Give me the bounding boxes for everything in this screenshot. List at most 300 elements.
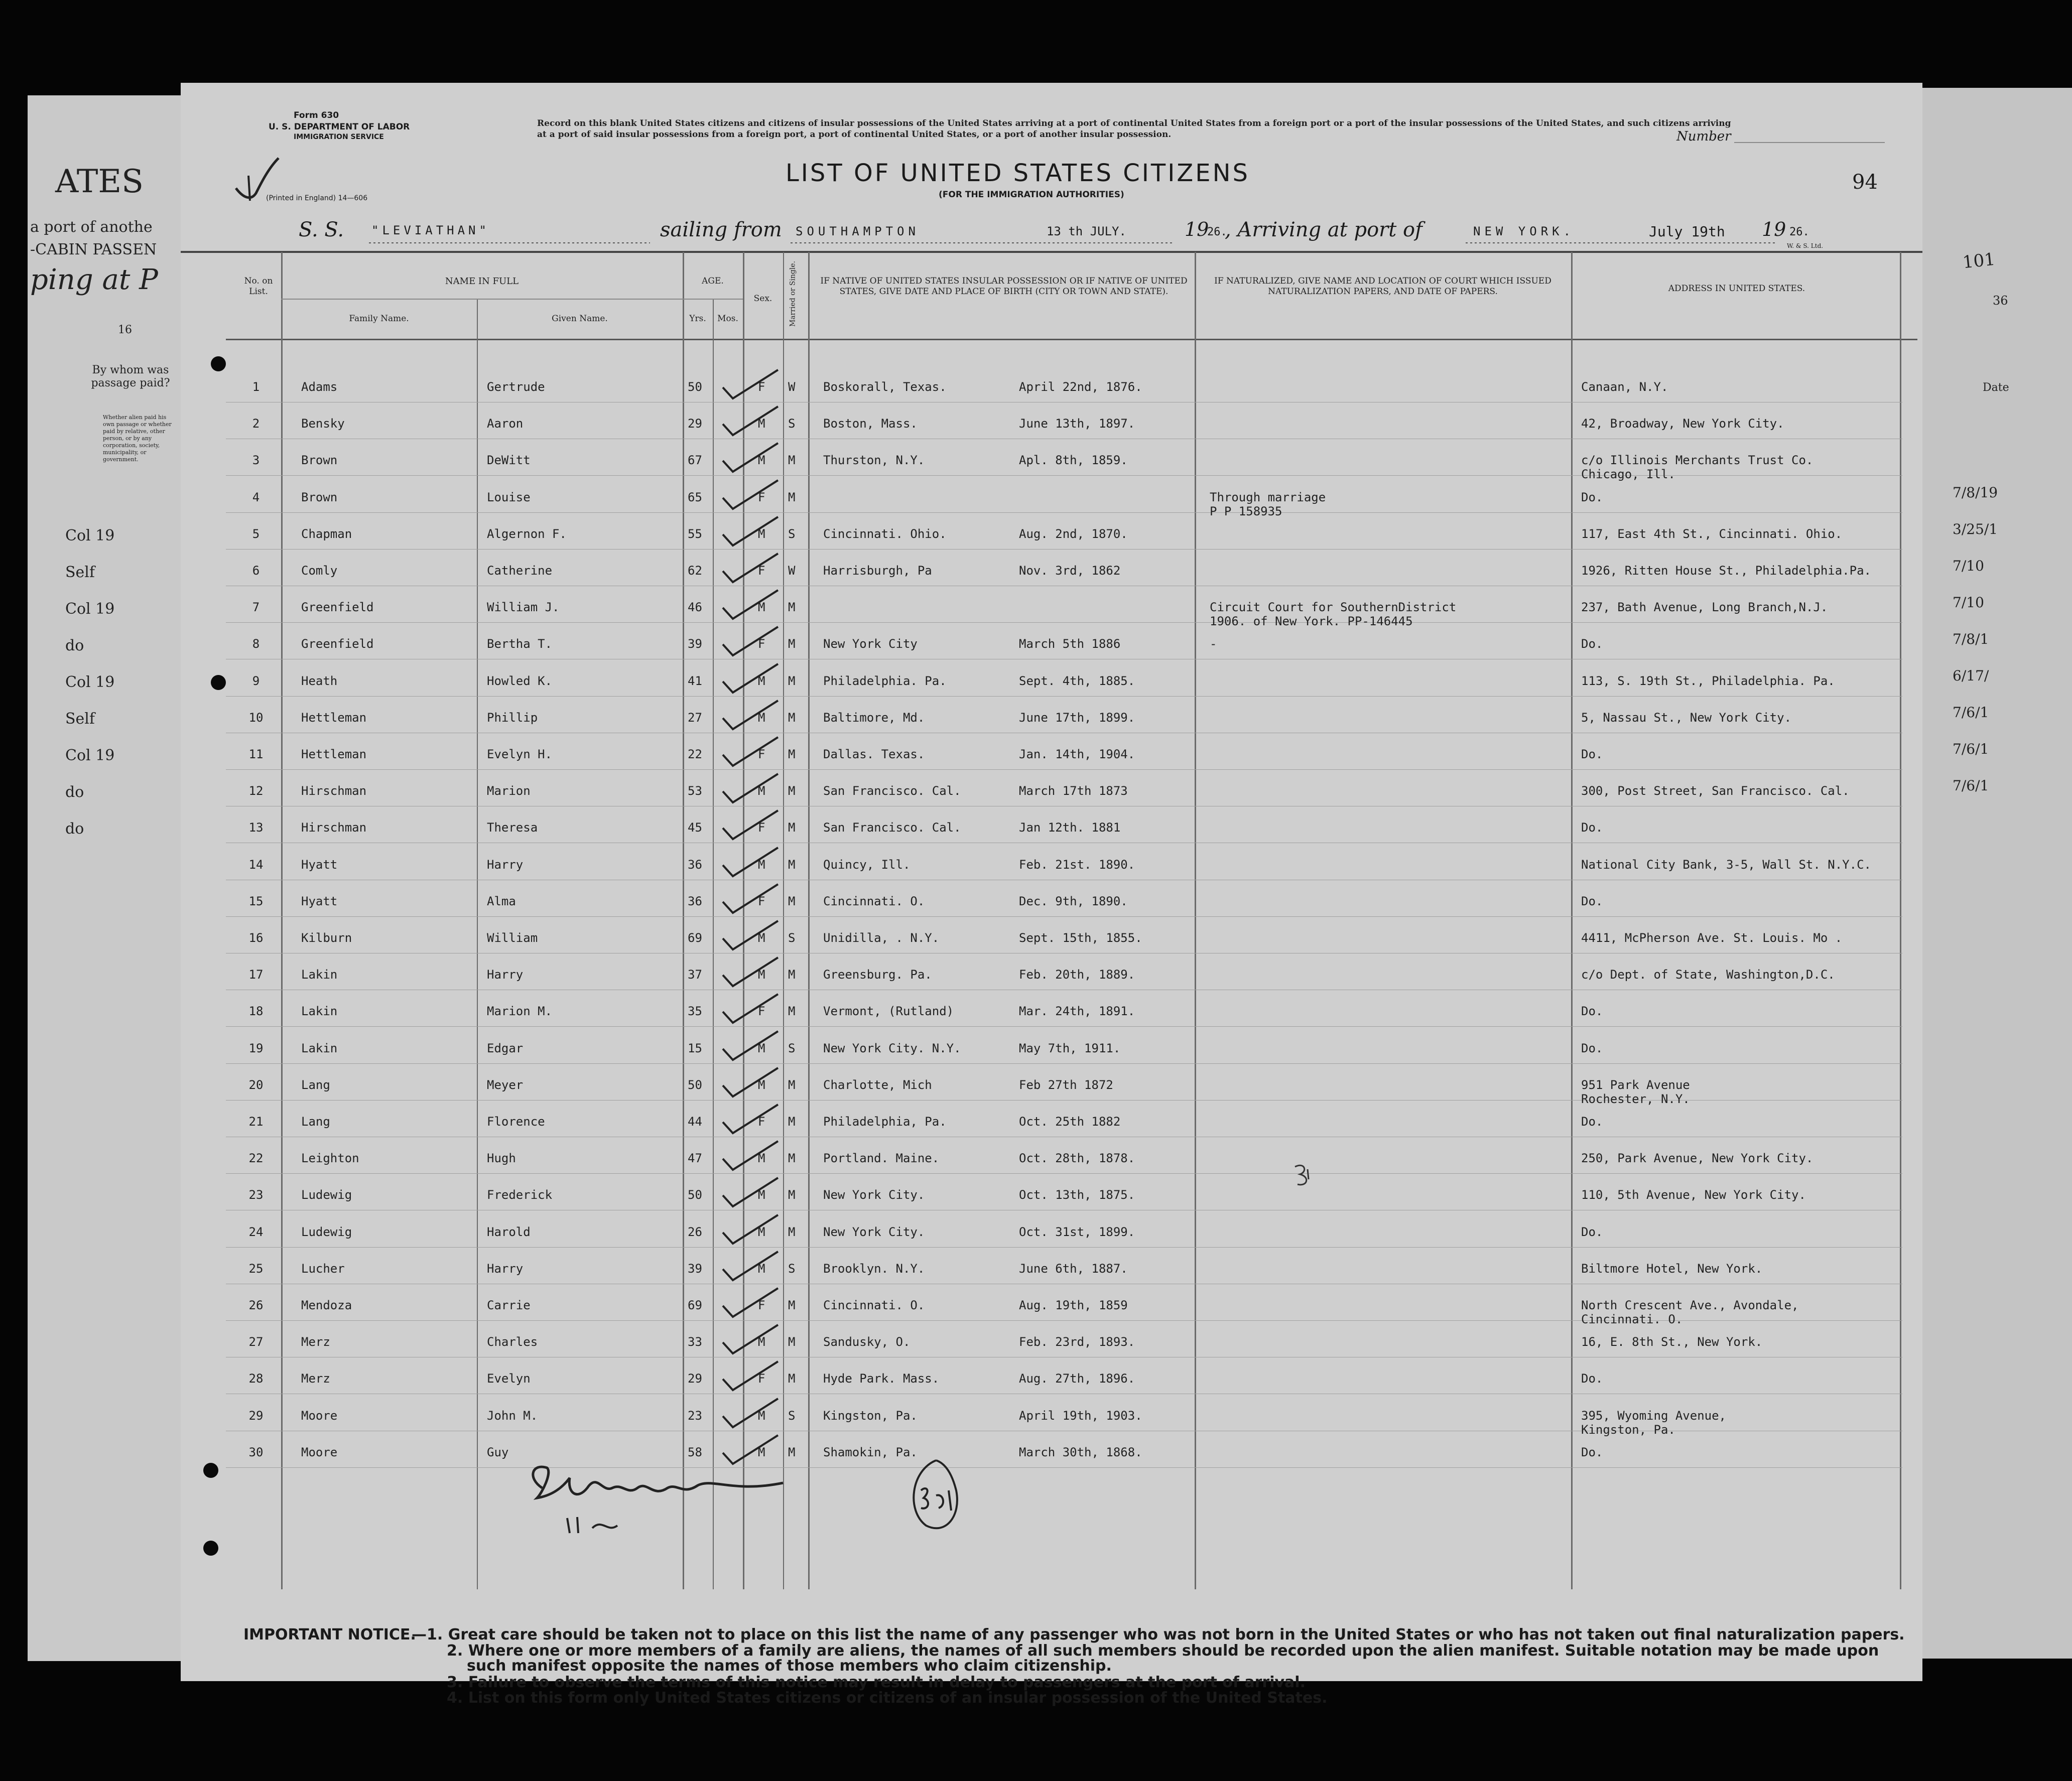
row-given: Phillip xyxy=(487,711,538,725)
row-addr2: Chicago, Ill. xyxy=(1581,467,1675,481)
row-rule xyxy=(226,1173,1902,1174)
row-sex: M xyxy=(758,858,765,872)
fill-rule xyxy=(791,242,1175,243)
row-ms: M xyxy=(788,894,796,908)
row-ms: M xyxy=(788,784,796,798)
right-adjacent-page xyxy=(1922,88,2072,1659)
row-addr: c/o Dept. of State, Washington,D.C. xyxy=(1581,968,1835,982)
row-given: William xyxy=(487,931,538,945)
row-no: 20 xyxy=(248,1078,264,1092)
column-divider xyxy=(1571,252,1573,1589)
right-page-date: 3/25/1 xyxy=(1953,521,1998,537)
row-check-mark xyxy=(718,1065,783,1101)
row-ms: M xyxy=(788,637,796,651)
row-ms: M xyxy=(788,711,796,725)
row-ms: M xyxy=(788,1078,796,1092)
handwritten-mark xyxy=(1287,1159,1318,1194)
row-age: 36 xyxy=(688,858,702,872)
right-page-date: 6/17/ xyxy=(1953,667,1989,684)
row-date: Feb. 20th, 1889. xyxy=(1019,968,1135,982)
row-family: Lucher xyxy=(301,1262,345,1276)
row-ms: M xyxy=(788,968,796,982)
right-page-date: 7/6/1 xyxy=(1953,704,1989,721)
row-no: 23 xyxy=(248,1188,264,1202)
row-age: 65 xyxy=(688,490,702,504)
row-check-mark xyxy=(718,1396,783,1431)
row-age: 69 xyxy=(688,1298,702,1312)
row-given: Evelyn xyxy=(487,1372,531,1386)
row-ms: M xyxy=(788,490,796,504)
row-place: Portland. Maine. xyxy=(823,1151,940,1165)
row-given: Frederick xyxy=(487,1188,553,1202)
row-check-mark xyxy=(718,1139,783,1174)
row-place: Greensburg. Pa. xyxy=(823,968,932,982)
number-label: Number xyxy=(1676,129,1731,144)
row-age: 55 xyxy=(688,527,702,541)
row-addr: Do. xyxy=(1581,820,1603,835)
row-age: 41 xyxy=(688,674,702,688)
row-check-mark xyxy=(718,1286,783,1321)
row-family: Ludewig xyxy=(301,1188,352,1202)
row-rule xyxy=(226,549,1902,550)
department: U. S. DEPARTMENT OF LABOR xyxy=(269,122,410,132)
right-page-date: 7/10 xyxy=(1953,594,1984,611)
row-given: Algernon F. xyxy=(487,527,567,541)
row-check-mark xyxy=(718,441,783,476)
row-addr: Do. xyxy=(1581,1225,1603,1239)
row-given: Hugh xyxy=(487,1151,516,1165)
left-page-entry: Col 19 xyxy=(65,600,115,618)
row-check-mark xyxy=(718,478,783,513)
row-given: Harry xyxy=(487,968,524,982)
col-header-years: Yrs. xyxy=(689,314,706,324)
left-page-entry: Col 19 xyxy=(65,747,115,764)
row-no: 12 xyxy=(248,784,264,798)
row-sex: M xyxy=(758,711,765,725)
row-check-mark xyxy=(718,882,783,917)
row-family: Greenfield xyxy=(301,600,374,614)
row-age: 15 xyxy=(688,1041,702,1055)
row-sex: M xyxy=(758,1225,765,1239)
row-rule xyxy=(226,916,1902,917)
row-family: Chapman xyxy=(301,527,352,541)
row-place: New York City. xyxy=(823,1188,925,1202)
row-rule xyxy=(226,696,1902,697)
row-sex: F xyxy=(758,894,765,908)
row-date: June 17th, 1899. xyxy=(1019,711,1135,725)
row-given: Edgar xyxy=(487,1041,524,1055)
row-no: 30 xyxy=(248,1445,264,1459)
row-no: 11 xyxy=(248,747,264,761)
arriving-label: , Arriving at port of xyxy=(1225,218,1422,241)
col-header-months: Mos. xyxy=(717,314,738,324)
instruction-text: Record on this blank United States citizens and citizens of insular possessions of the United States arriving at a port of continental United States from a foreign port or a port of the insular possessions of the United States, and such citizens arriving at a port of said insular possessions from a foreign port, a port of continental United States, or a port of another insular possession. xyxy=(537,118,1731,140)
row-age: 35 xyxy=(688,1004,702,1018)
row-given: Marion xyxy=(487,784,531,798)
row-place: Kingston, Pa. xyxy=(823,1409,918,1423)
row-addr2: Rochester, N.Y. xyxy=(1581,1092,1690,1106)
row-addr: Do. xyxy=(1581,1372,1603,1386)
row-addr: Do. xyxy=(1581,490,1603,504)
row-no: 25 xyxy=(248,1262,264,1276)
row-sex: M xyxy=(758,417,765,431)
row-family: Merz xyxy=(301,1372,330,1386)
row-given: Howled K. xyxy=(487,674,553,688)
column-divider xyxy=(783,252,784,1589)
row-age: 39 xyxy=(688,637,702,651)
row-date: Feb. 21st. 1890. xyxy=(1019,858,1135,872)
row-sex: M xyxy=(758,1188,765,1202)
row-given: Louise xyxy=(487,490,531,504)
right-page-column-number: 36 xyxy=(1993,294,2008,308)
row-given: Aaron xyxy=(487,417,524,431)
row-sex: M xyxy=(758,453,765,467)
col-header-sex: Sex. xyxy=(753,294,772,304)
row-no: 26 xyxy=(248,1298,264,1312)
row-no: 5 xyxy=(252,527,260,541)
row-family: Greenfield xyxy=(301,637,374,651)
row-family: Hirschman xyxy=(301,820,367,835)
row-addr: 5, Nassau St., New York City. xyxy=(1581,711,1792,725)
left-page-entry: Col 19 xyxy=(65,527,115,544)
left-page-entry: do xyxy=(65,820,84,838)
row-place: Boskorall, Texas. xyxy=(823,380,947,394)
row-given: Florence xyxy=(487,1115,545,1129)
row-check-mark xyxy=(718,771,783,806)
row-age: 37 xyxy=(688,968,702,982)
row-ms: M xyxy=(788,1298,796,1312)
row-given: John M. xyxy=(487,1409,538,1423)
subheader-rule xyxy=(281,299,743,300)
row-date: Feb. 23rd, 1893. xyxy=(1019,1335,1135,1349)
row-place: Quincy, Ill. xyxy=(823,858,911,872)
row-addr: 4411, McPherson Ave. St. Louis. Mo . xyxy=(1581,931,1843,945)
row-given: Marion M. xyxy=(487,1004,553,1018)
page-number: 94 xyxy=(1852,171,1878,194)
row-no: 3 xyxy=(252,453,260,467)
ship-name: "LEVIATHAN" xyxy=(371,223,490,237)
left-page-entry: do xyxy=(65,783,84,801)
col-header-name: NAME IN FULL xyxy=(445,276,519,287)
row-date: Sept. 15th, 1855. xyxy=(1019,931,1142,945)
row-place: Brooklyn. N.Y. xyxy=(823,1262,925,1276)
row-age: 46 xyxy=(688,600,702,614)
row-age: 23 xyxy=(688,1409,702,1423)
row-ms: M xyxy=(788,747,796,761)
row-age: 44 xyxy=(688,1115,702,1129)
row-sex: M xyxy=(758,600,765,614)
sailing-label: sailing from xyxy=(660,218,782,241)
row-ms: W xyxy=(788,564,796,578)
row-addr: Do. xyxy=(1581,894,1603,908)
row-nat: Circuit Court for SouthernDistrict xyxy=(1210,600,1457,614)
row-date: Oct. 13th, 1875. xyxy=(1019,1188,1135,1202)
table-top-border xyxy=(181,251,1922,253)
row-check-mark xyxy=(718,955,783,990)
row-no: 9 xyxy=(252,674,260,688)
row-sex: M xyxy=(758,674,765,688)
row-sex: M xyxy=(758,1078,765,1092)
right-page-date: 7/8/19 xyxy=(1953,484,1998,501)
row-check-mark xyxy=(718,808,783,843)
left-page-line: a port of anothe xyxy=(30,218,153,236)
row-ms: M xyxy=(788,858,796,872)
col-header-age: AGE. xyxy=(702,276,724,286)
row-rule xyxy=(226,1026,1902,1027)
row-addr2: Cincinnati. O. xyxy=(1581,1312,1683,1326)
row-no: 15 xyxy=(248,894,264,908)
row-sex: M xyxy=(758,1409,765,1423)
row-place: San Francisco. Cal. xyxy=(823,820,961,835)
row-sex: F xyxy=(758,1372,765,1386)
row-given: Carrie xyxy=(487,1298,531,1312)
row-check-mark xyxy=(718,918,783,953)
row-place: New York City. N.Y. xyxy=(823,1041,961,1055)
row-no: 27 xyxy=(248,1335,264,1349)
row-check-mark xyxy=(718,514,783,550)
row-addr: Do. xyxy=(1581,1004,1603,1018)
row-addr: Do. xyxy=(1581,637,1603,651)
row-given: Charles xyxy=(487,1335,538,1349)
port-from: SOUTHAMPTON xyxy=(796,224,920,238)
inspector-check-mark xyxy=(231,153,286,203)
row-sex: F xyxy=(758,747,765,761)
row-date: Aug. 27th, 1896. xyxy=(1019,1372,1135,1386)
row-place: Dallas. Texas. xyxy=(823,747,925,761)
row-age: 33 xyxy=(688,1335,702,1349)
row-check-mark xyxy=(718,404,783,439)
row-place: Charlotte, Mich xyxy=(823,1078,932,1092)
notice-item: 4. List on this form only United States citizens or citizens of an insular possession of the United States. xyxy=(447,1689,1328,1707)
year-prefix: 19 xyxy=(1185,218,1209,240)
row-sex: F xyxy=(758,564,765,578)
row-age: 29 xyxy=(688,1372,702,1386)
fill-rule xyxy=(369,242,650,243)
row-age: 36 xyxy=(688,894,702,908)
row-rule xyxy=(226,512,1902,513)
service: IMMIGRATION SERVICE xyxy=(294,133,384,141)
arrival-year-prefix: 19 xyxy=(1762,218,1786,240)
row-date: Nov. 3rd, 1862 xyxy=(1019,564,1121,578)
row-ms: S xyxy=(788,931,796,945)
row-family: Brown xyxy=(301,490,338,504)
row-family: Leighton xyxy=(301,1151,359,1165)
number-rule xyxy=(1734,142,1885,143)
row-ms: M xyxy=(788,820,796,835)
row-family: Bensky xyxy=(301,417,345,431)
row-rule xyxy=(226,1063,1902,1064)
row-ms: S xyxy=(788,527,796,541)
left-page-entry: Col 19 xyxy=(65,673,115,691)
column-divider xyxy=(477,299,478,1589)
row-ms: M xyxy=(788,1151,796,1165)
punch-hole xyxy=(211,356,226,371)
row-sex: M xyxy=(758,1335,765,1349)
row-given: Harold xyxy=(487,1225,531,1239)
row-check-mark xyxy=(718,735,783,770)
row-age: 62 xyxy=(688,564,702,578)
row-given: Evelyn H. xyxy=(487,747,553,761)
row-given: Meyer xyxy=(487,1078,524,1092)
right-page-date: 7/6/1 xyxy=(1953,777,1989,794)
inspector-signature xyxy=(522,1458,803,1548)
arrival-year-suffix: 26. xyxy=(1789,226,1809,238)
row-date: April 22nd, 1876. xyxy=(1019,380,1142,394)
row-ms: M xyxy=(788,674,796,688)
row-check-mark xyxy=(718,1175,783,1210)
row-family: Lakin xyxy=(301,1004,338,1018)
row-check-mark xyxy=(718,992,783,1027)
row-check-mark xyxy=(718,588,783,623)
row-date: Jan. 14th, 1904. xyxy=(1019,747,1135,761)
row-family: Moore xyxy=(301,1445,338,1459)
row-ms: S xyxy=(788,1409,796,1423)
row-date: Oct. 25th 1882 xyxy=(1019,1115,1121,1129)
row-date: Aug. 19th, 1859 xyxy=(1019,1298,1128,1312)
col-header-naturalized: IF NATURALIZED, GIVE NAME AND LOCATION OF COURT WHICH ISSUED NATURALIZATION PAPERS, AND DATE OF PAPERS. xyxy=(1214,276,1551,297)
row-nat2: P P 158935 xyxy=(1210,504,1282,518)
row-addr: Do. xyxy=(1581,1041,1603,1055)
row-given: Harry xyxy=(487,1262,524,1276)
col-header-no: No. on List. xyxy=(244,276,273,297)
row-date: March 5th 1886 xyxy=(1019,637,1121,651)
col-header-address: ADDRESS IN UNITED STATES. xyxy=(1668,284,1805,294)
row-date: Mar. 24th, 1891. xyxy=(1019,1004,1135,1018)
row-family: Hirschman xyxy=(301,784,367,798)
row-family: Ludewig xyxy=(301,1225,352,1239)
row-place: Shamokin, Pa. xyxy=(823,1445,918,1459)
left-page-line: ping at P xyxy=(30,263,158,296)
punch-hole xyxy=(203,1463,218,1478)
row-date: Oct. 28th, 1878. xyxy=(1019,1151,1135,1165)
row-addr: 395, Wyoming Avenue, xyxy=(1581,1409,1726,1423)
row-addr: Do. xyxy=(1581,1115,1603,1129)
row-sex: M xyxy=(758,1041,765,1055)
header-bottom-border xyxy=(226,339,1917,340)
row-family: Lang xyxy=(301,1078,330,1092)
row-addr: Biltmore Hotel, New York. xyxy=(1581,1262,1763,1276)
col-header-birth: IF NATIVE OF UNITED STATES INSULAR POSSESSION OR IF NATIVE OF UNITED STATES, GIVE DATE AND PLACE OF BIRTH (CITY OR TOWN AND STATE). xyxy=(820,276,1188,297)
row-addr: Canaan, N.Y. xyxy=(1581,380,1668,394)
row-sex: F xyxy=(758,637,765,651)
ss-label: S. S. xyxy=(299,218,344,241)
row-age: 26 xyxy=(688,1225,702,1239)
row-family: Adams xyxy=(301,380,338,394)
row-given: Catherine xyxy=(487,564,553,578)
row-check-mark xyxy=(718,551,783,586)
row-age: 39 xyxy=(688,1262,702,1276)
row-date: Sept. 4th, 1885. xyxy=(1019,674,1135,688)
row-no: 6 xyxy=(252,564,260,578)
column-divider xyxy=(713,299,714,1589)
row-age: 69 xyxy=(688,931,702,945)
row-place: Sandusky, O. xyxy=(823,1335,911,1349)
row-no: 10 xyxy=(248,711,264,725)
row-place: San Francisco. Cal. xyxy=(823,784,961,798)
row-age: 50 xyxy=(688,380,702,394)
row-ms: M xyxy=(788,1115,796,1129)
row-sex: F xyxy=(758,820,765,835)
row-date: June 13th, 1897. xyxy=(1019,417,1135,431)
row-no: 4 xyxy=(252,490,260,504)
row-date: Aug. 2nd, 1870. xyxy=(1019,527,1128,541)
row-family: Lang xyxy=(301,1115,330,1129)
row-given: William J. xyxy=(487,600,560,614)
row-age: 45 xyxy=(688,820,702,835)
row-family: Comly xyxy=(301,564,338,578)
row-no: 8 xyxy=(252,637,260,651)
row-given: Alma xyxy=(487,894,516,908)
col-header-given: Given Name. xyxy=(552,314,608,324)
row-age: 58 xyxy=(688,1445,702,1459)
row-sex: M xyxy=(758,931,765,945)
form-number: Form 630 xyxy=(294,110,339,120)
row-rule xyxy=(226,622,1902,623)
row-check-mark xyxy=(718,1029,783,1064)
notice-item: 3. Failure to observe the terms of this notice may result in delay to passengers at the port of arrival. xyxy=(447,1674,1306,1691)
row-no: 13 xyxy=(248,820,264,835)
row-addr: 300, Post Street, San Francisco. Cal. xyxy=(1581,784,1850,798)
row-check-mark xyxy=(718,661,783,697)
row-date: March 30th, 1868. xyxy=(1019,1445,1142,1459)
row-rule xyxy=(226,1467,1902,1468)
row-given: Theresa xyxy=(487,820,538,835)
row-no: 7 xyxy=(252,600,260,614)
notice-label: IMPORTANT NOTICE. xyxy=(243,1626,416,1643)
row-family: Moore xyxy=(301,1409,338,1423)
sail-date: 13 th JULY. xyxy=(1047,224,1126,238)
printed-note: (Printed in England) 14—606 xyxy=(266,194,368,202)
year-suffix: 26. xyxy=(1207,226,1227,238)
row-sex: M xyxy=(758,527,765,541)
row-nat: - xyxy=(1210,637,1217,651)
row-check-mark xyxy=(718,845,783,880)
row-sex: F xyxy=(758,1115,765,1129)
row-addr: 110, 5th Avenue, New York City. xyxy=(1581,1188,1806,1202)
row-ms: M xyxy=(788,1225,796,1239)
col-header-family: Family Name. xyxy=(349,314,409,324)
row-nat: Through marriage xyxy=(1210,490,1326,504)
row-date: March 17th 1873 xyxy=(1019,784,1128,798)
row-ms: M xyxy=(788,600,796,614)
row-place: Vermont, (Rutland) xyxy=(823,1004,954,1018)
row-date: April 19th, 1903. xyxy=(1019,1409,1142,1423)
column-divider xyxy=(281,252,283,1589)
right-page-date: 7/8/1 xyxy=(1953,631,1989,647)
left-page-entry: Self xyxy=(65,564,95,581)
right-page-number: 101 xyxy=(1962,249,1996,273)
row-check-mark xyxy=(718,1322,783,1357)
row-family: Brown xyxy=(301,453,338,467)
row-date: Oct. 31st, 1899. xyxy=(1019,1225,1135,1239)
row-no: 18 xyxy=(248,1004,264,1018)
row-addr: North Crescent Ave., Avondale, xyxy=(1581,1298,1799,1312)
row-no: 28 xyxy=(248,1372,264,1386)
row-age: 29 xyxy=(688,417,702,431)
row-ms: S xyxy=(788,417,796,431)
handwritten-note-circle xyxy=(901,1455,966,1536)
row-addr: 113, S. 19th St., Philadelphia. Pa. xyxy=(1581,674,1835,688)
right-page-date: 7/6/1 xyxy=(1953,741,1989,757)
row-family: Heath xyxy=(301,674,338,688)
row-place: Cincinnati. Ohio. xyxy=(823,527,947,541)
row-sex: M xyxy=(758,968,765,982)
manifest-sheet xyxy=(181,83,1922,1707)
row-place: Philadelphia. Pa. xyxy=(823,674,947,688)
row-nat2: 1906. of New York. PP-146445 xyxy=(1210,614,1413,628)
row-sex: F xyxy=(758,490,765,504)
left-adjacent-page xyxy=(28,95,183,1661)
